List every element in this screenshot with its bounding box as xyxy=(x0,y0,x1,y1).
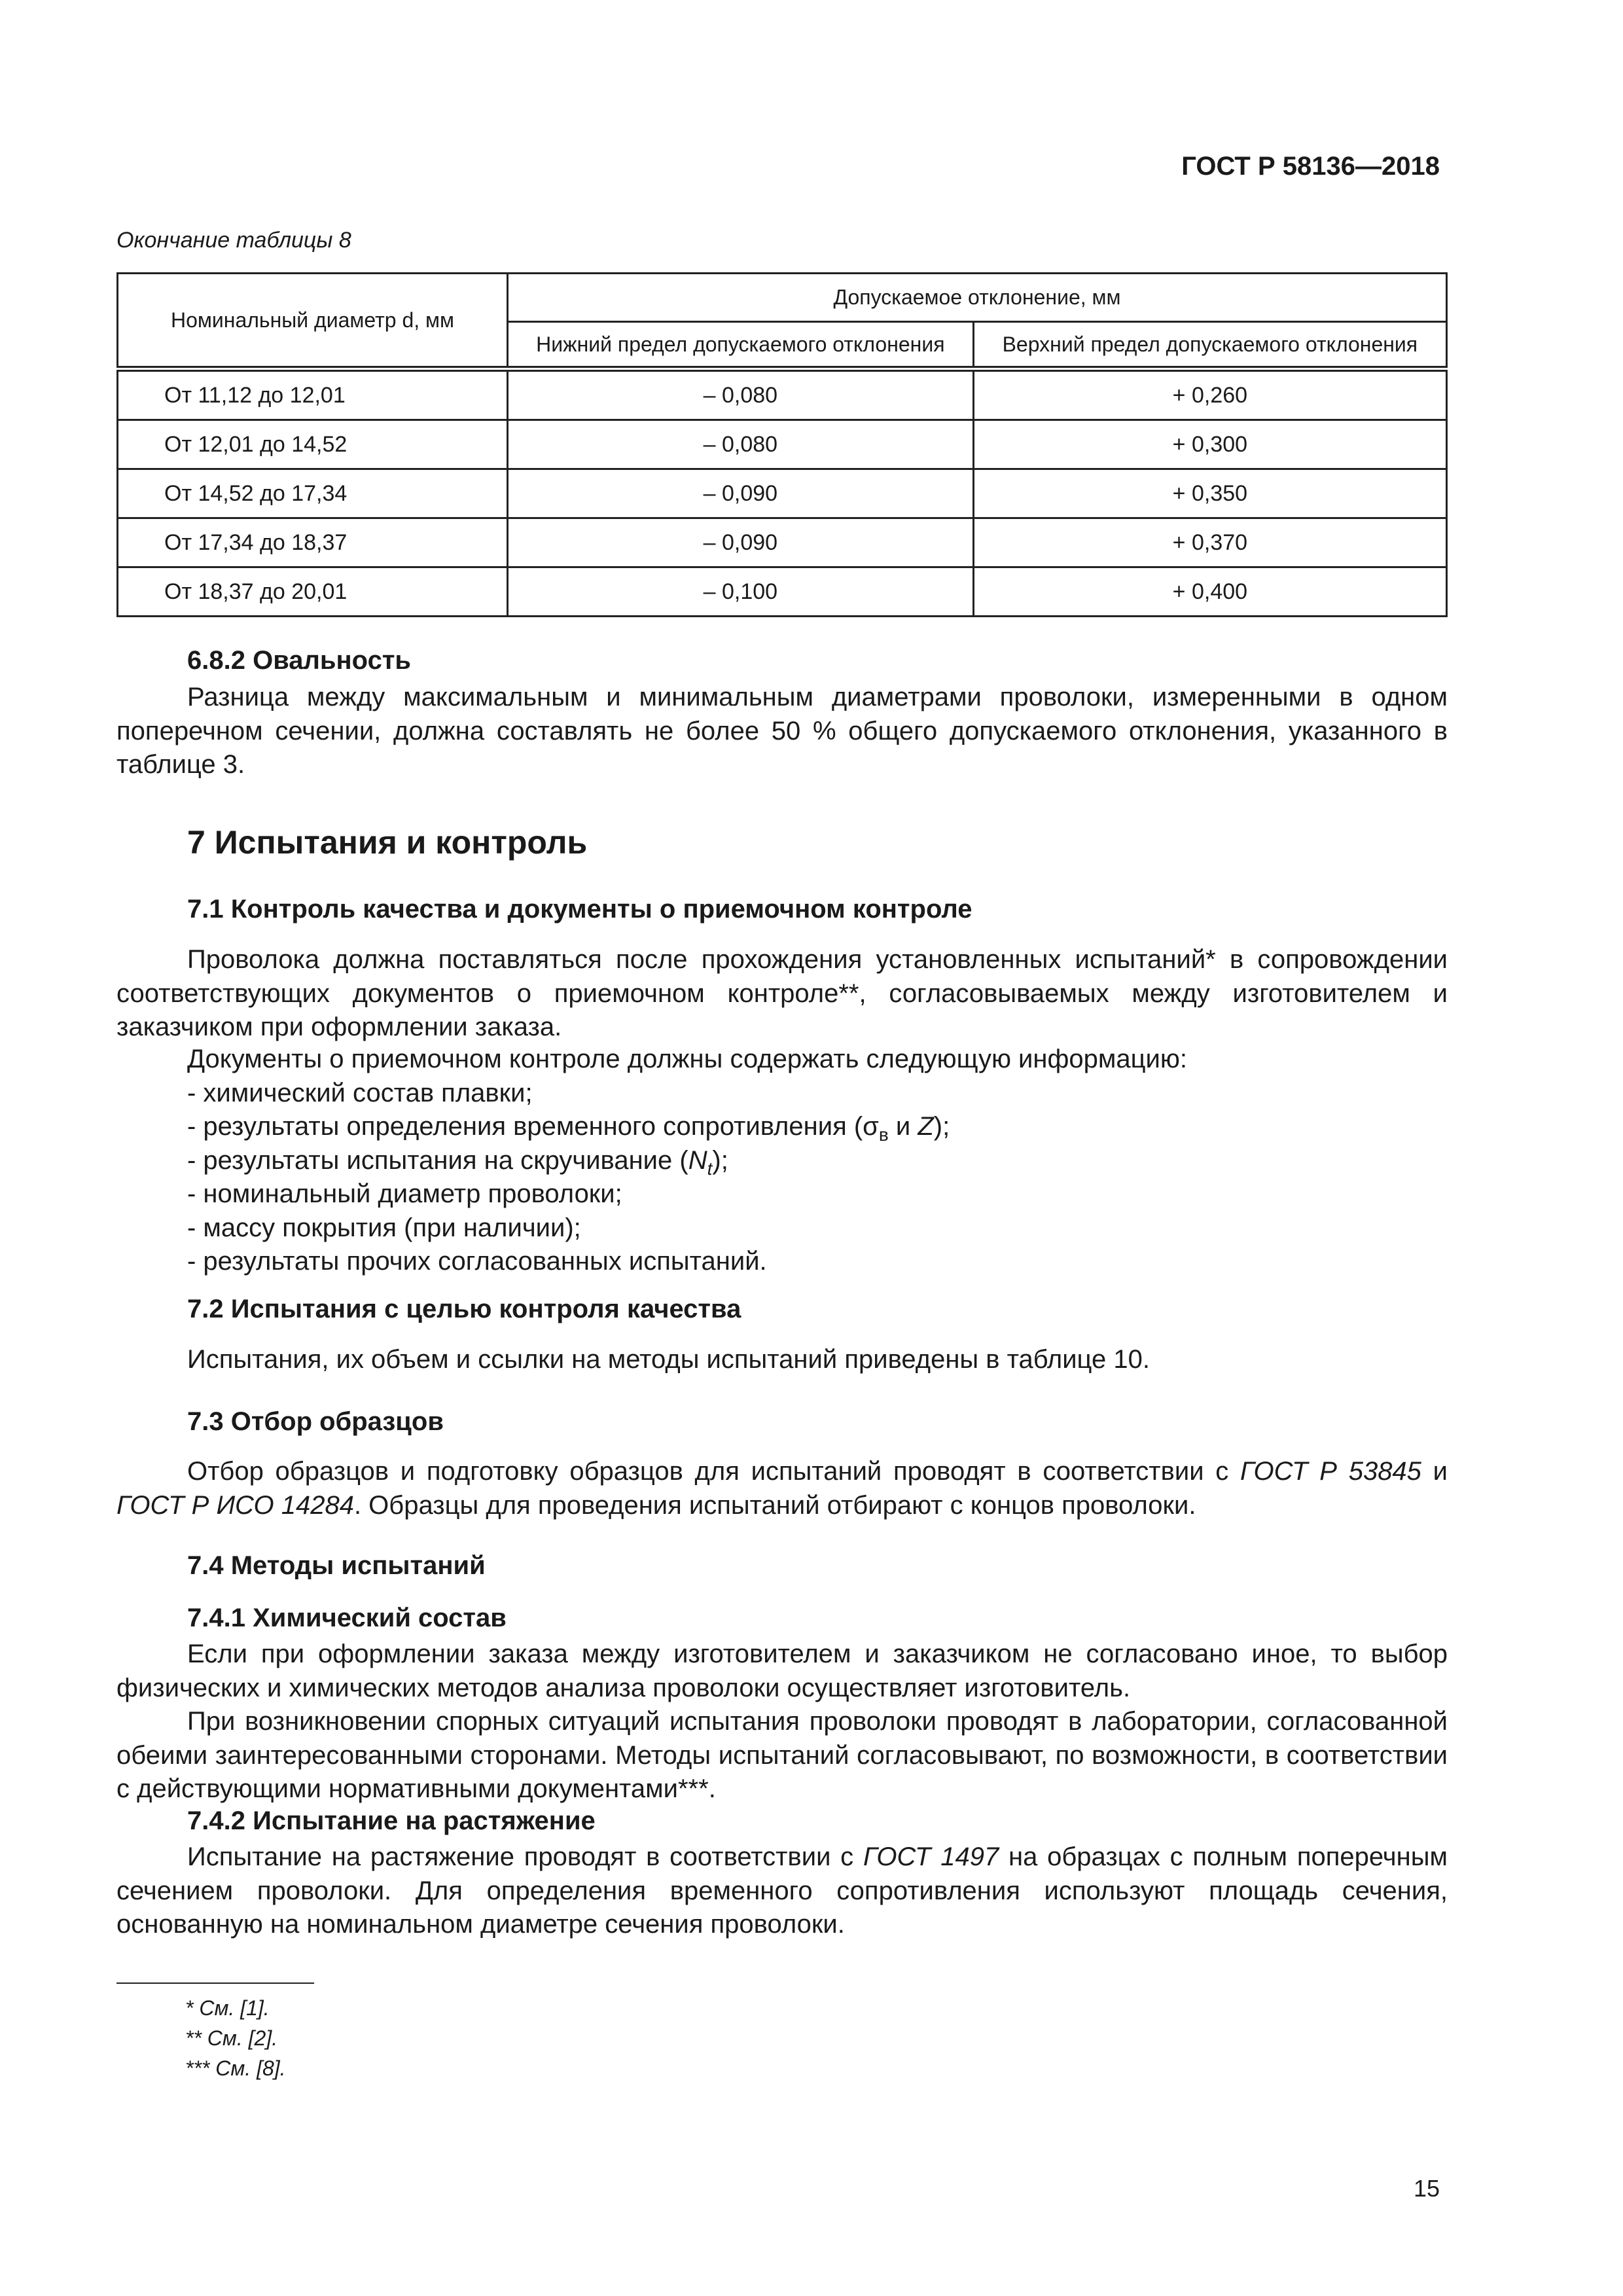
section-7-4-2-text xyxy=(116,1840,1448,1942)
footnote: ** См. [2]. xyxy=(185,2026,278,2050)
page-number: 15 xyxy=(1413,2175,1440,2202)
footnote: *** См. [8]. xyxy=(185,2056,286,2080)
variable: Z xyxy=(918,1112,934,1141)
paragraph-text: Отбор образцов и подготовку образцов для испытаний проводят в соответствии с xyxy=(187,1457,1241,1486)
section-7-2-title: 7.2 Испытания с целью контроля качества xyxy=(187,1295,741,1323)
paragraph-text: . Образцы для проведения испытаний отбирают с концов проволоки. xyxy=(353,1490,1196,1520)
table-cell: + 0,300 xyxy=(973,420,1446,469)
section-6-8-2-title: 6.8.2 Овальность xyxy=(187,646,411,675)
table-row xyxy=(118,469,1447,518)
section-7-1-p1: Проволока должна поставляться после прохождения установленных испытаний* в сопровождении соответствующих документов о приемочном контроле**, согласовываемых между изготовителем и заказчиком при оформлении заказа. xyxy=(116,945,1448,1041)
subscript: в xyxy=(878,1124,889,1145)
paragraph-text: Испытание на растяжение проводят в соответствии с xyxy=(187,1842,863,1871)
table-cell: От 12,01 до 14,52 xyxy=(118,420,508,469)
list-item: - номинальный диаметр проволоки; xyxy=(187,1179,622,1208)
list-item xyxy=(187,1146,728,1179)
list-item-text: - результаты испытания на скручивание ( xyxy=(187,1146,688,1175)
table-cell: От 14,52 до 17,34 xyxy=(118,469,508,518)
section-7-4-1-p1: Если при оформлении заказа между изготовителем и заказчиком не согласовано иное, то выбор физических и химических методов анализа проволоки осуществляет изготовитель. xyxy=(116,1640,1448,1702)
section-7-4-2-title: 7.4.2 Испытание на растяжение xyxy=(187,1806,596,1835)
table-row xyxy=(118,567,1447,617)
section-7-3-text xyxy=(116,1455,1448,1522)
section-7-4-1-p2: При возникновении спорных ситуаций испытания проволоки проводят в лаборатории, согласованной обеими заинтересованными сторонами. Методы испытаний согласовывают, по возможности, в соответствии с действующими нормативными документами***. xyxy=(116,1707,1448,1803)
section-7-3-title: 7.3 Отбор образцов xyxy=(187,1407,444,1436)
table-cell: – 0,090 xyxy=(508,469,974,518)
list-item xyxy=(187,1112,950,1145)
footnote: * См. [1]. xyxy=(185,1996,270,2020)
list-item: - химический состав плавки; xyxy=(187,1079,533,1107)
table-cell: От 17,34 до 18,37 xyxy=(118,518,508,567)
table-cell: + 0,350 xyxy=(973,469,1446,518)
list-item: - результаты прочих согласованных испытаний. xyxy=(187,1247,767,1276)
list-item: - массу покрытия (при наличии); xyxy=(187,1213,581,1242)
col1-header: Номинальный диаметр d, мм xyxy=(118,274,508,369)
tolerance-table xyxy=(116,272,1448,617)
section-7-1-p2: Документы о приемочном контроле должны содержать следующую информацию: xyxy=(187,1045,1188,1073)
standard-reference: ГОСТ Р 53845 xyxy=(1240,1457,1421,1486)
list-item-text: и xyxy=(888,1112,918,1141)
paragraph-text: и xyxy=(1421,1457,1448,1486)
paragraph-text: на образцах с полным поперечным сечением проволоки. Для определения временного сопротивления используют площадь сечения, основанную на номинальном диаметре сечения проволоки. xyxy=(116,1842,1448,1939)
subscript: t xyxy=(707,1158,713,1179)
table-row xyxy=(118,420,1447,469)
standard-reference: ГОСТ Р ИСО 14284 xyxy=(116,1490,354,1520)
table-cell: – 0,080 xyxy=(508,420,974,469)
table-caption: Окончание таблицы 8 xyxy=(116,228,351,253)
group-header: Допускаемое отклонение, мм xyxy=(508,274,1447,322)
table-cell: + 0,400 xyxy=(973,567,1446,617)
section-7-4-1-title: 7.4.1 Химический состав xyxy=(187,1604,507,1632)
table-cell: + 0,370 xyxy=(973,518,1446,567)
footnote-divider xyxy=(116,1982,314,1984)
list-item-text: - результаты определения временного сопротивления (σ xyxy=(187,1112,879,1141)
section-7-4-title: 7.4 Методы испытаний xyxy=(187,1551,486,1580)
standard-reference: ГОСТ 1497 xyxy=(863,1842,999,1871)
table-cell: От 11,12 до 12,01 xyxy=(118,369,508,420)
section-7-2-text: Испытания, их объем и ссылки на методы испытаний приведены в таблице 10. xyxy=(187,1345,1150,1374)
list-item-text: ); xyxy=(933,1112,950,1141)
list-item-text: ); xyxy=(712,1146,728,1175)
table-cell: – 0,080 xyxy=(508,369,974,420)
col2-header: Нижний предел допускаемого отклонения xyxy=(508,322,974,369)
table-cell: – 0,100 xyxy=(508,567,974,617)
col3-header: Верхний предел допускаемого отклонения xyxy=(973,322,1446,369)
table-row xyxy=(118,369,1447,420)
variable: N xyxy=(688,1146,707,1175)
section-7-1-title: 7.1 Контроль качества и документы о приемочном контроле xyxy=(187,895,972,924)
section-6-8-2-text: Разница между максимальным и минимальным диаметрами проволоки, измеренными в одном поперечном сечении, должна составлять не более 50 % общего допускаемого отклонения, указанного в таблице 3. xyxy=(116,683,1448,779)
section-7-title: 7 Испытания и контроль xyxy=(187,824,588,861)
standard-code: ГОСТ Р 58136—2018 xyxy=(1181,152,1440,181)
table-cell: + 0,260 xyxy=(973,369,1446,420)
table-cell: – 0,090 xyxy=(508,518,974,567)
table-row xyxy=(118,518,1447,567)
table-cell: От 18,37 до 20,01 xyxy=(118,567,508,617)
